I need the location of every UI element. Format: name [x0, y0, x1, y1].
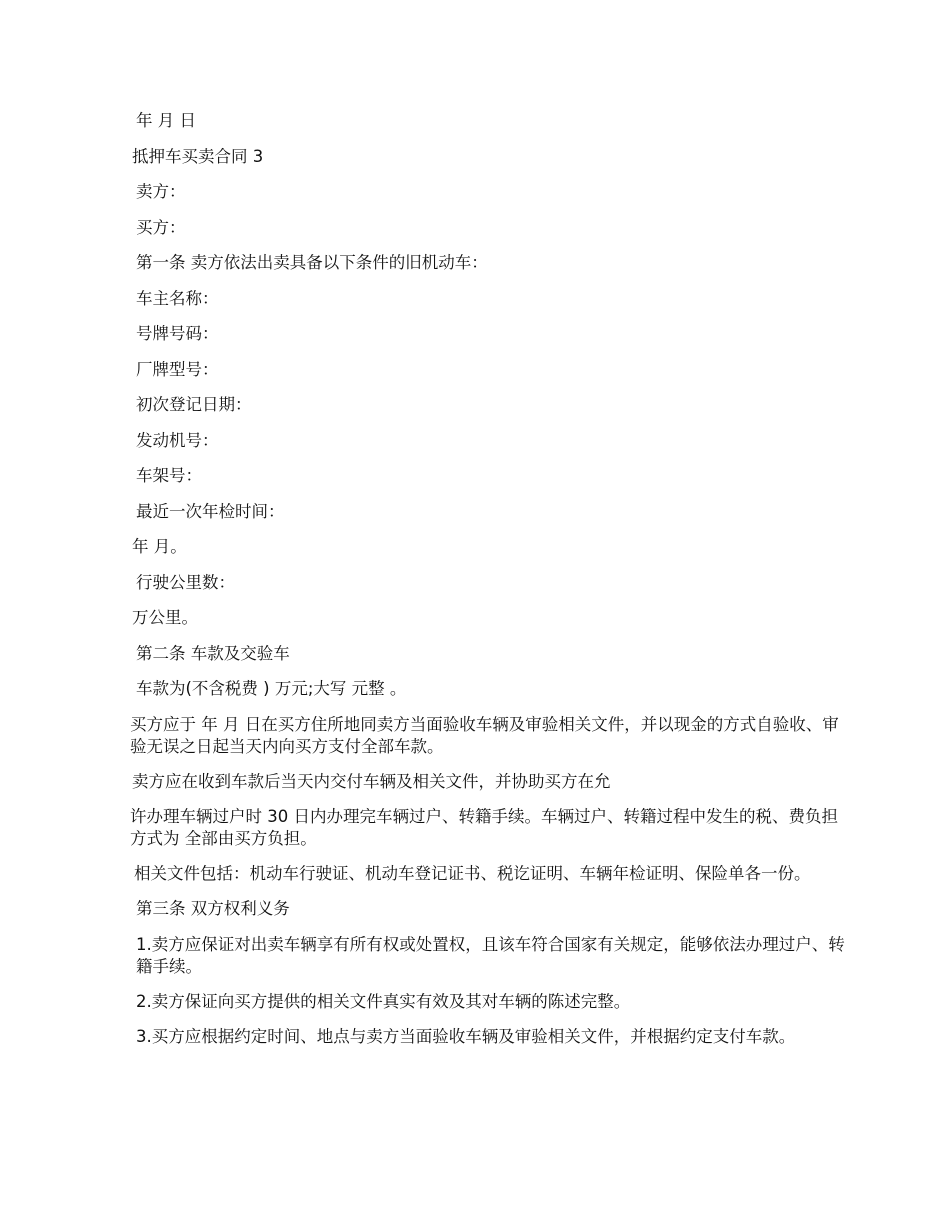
delivery-clause: 卖方应在收到车款后当天内交付车辆及相关文件，并协助买方在允 [132, 771, 611, 791]
mileage-line: 行驶公里数： [136, 572, 235, 592]
brand-model-line: 厂牌型号： [136, 359, 219, 379]
last-inspection-line: 最近一次年检时间： [136, 501, 285, 521]
seller-line: 卖方： [136, 182, 186, 201]
date-line: 年 月 日 [136, 111, 196, 130]
documents-clause: 相关文件包括：机动车行驶证、机动车登记证书、税讫证明、车辆年检证明、保险单各一份。 [134, 864, 811, 883]
owner-name-line: 车主名称： [136, 288, 219, 308]
article-1-heading: 第一条 卖方依法出卖具备以下条件的旧机动车： [136, 253, 488, 272]
buyer-line: 买方： [136, 217, 186, 237]
obligation-1: 1.卖方应保证对出卖车辆享有所有权或处置权，且该车符合国家有关规定，能够依法办理过户、转籍手续。 [136, 934, 845, 976]
payment-clause: 买方应于 年 月 日在买方住所地同卖方当面验收车辆及审验相关文件，并以现金的方式自验收、审验无误之日起当天内向买方支付全部车款。 [130, 714, 839, 756]
transfer-clause: 许办理车辆过户时 30 日内办理完车辆过户、转籍手续。车辆过户、转籍过程中发生的税、费负担方式为 全部由买方负担。 [130, 807, 838, 848]
contract-body [112, 110, 847, 1061]
frame-number-line: 车架号： [136, 466, 202, 485]
year-month-line: 年 月。 [132, 537, 187, 556]
obligation-3: 3.买方应根据约定时间、地点与卖方当面验收车辆及审验相关文件，并根据约定支付车款。 [136, 1027, 796, 1046]
obligation-2: 2.卖方保证向买方提供的相关文件真实有效及其对车辆的陈述完整。 [136, 991, 631, 1011]
first-registration-line: 初次登记日期： [136, 395, 252, 414]
plate-number-line: 号牌号码： [136, 324, 219, 343]
engine-number-line: 发动机号： [136, 430, 219, 450]
ten-thousand-km-line: 万公里。 [132, 608, 198, 627]
article-3-heading: 第三条 双方权利义务 [136, 899, 290, 918]
contract-title: 抵押车买卖合同 3 [132, 146, 264, 166]
article-2-heading: 第二条 车款及交验车 [136, 643, 290, 663]
price-line: 车款为(不含税费 ) 万元;大写 元整 。 [136, 679, 407, 698]
